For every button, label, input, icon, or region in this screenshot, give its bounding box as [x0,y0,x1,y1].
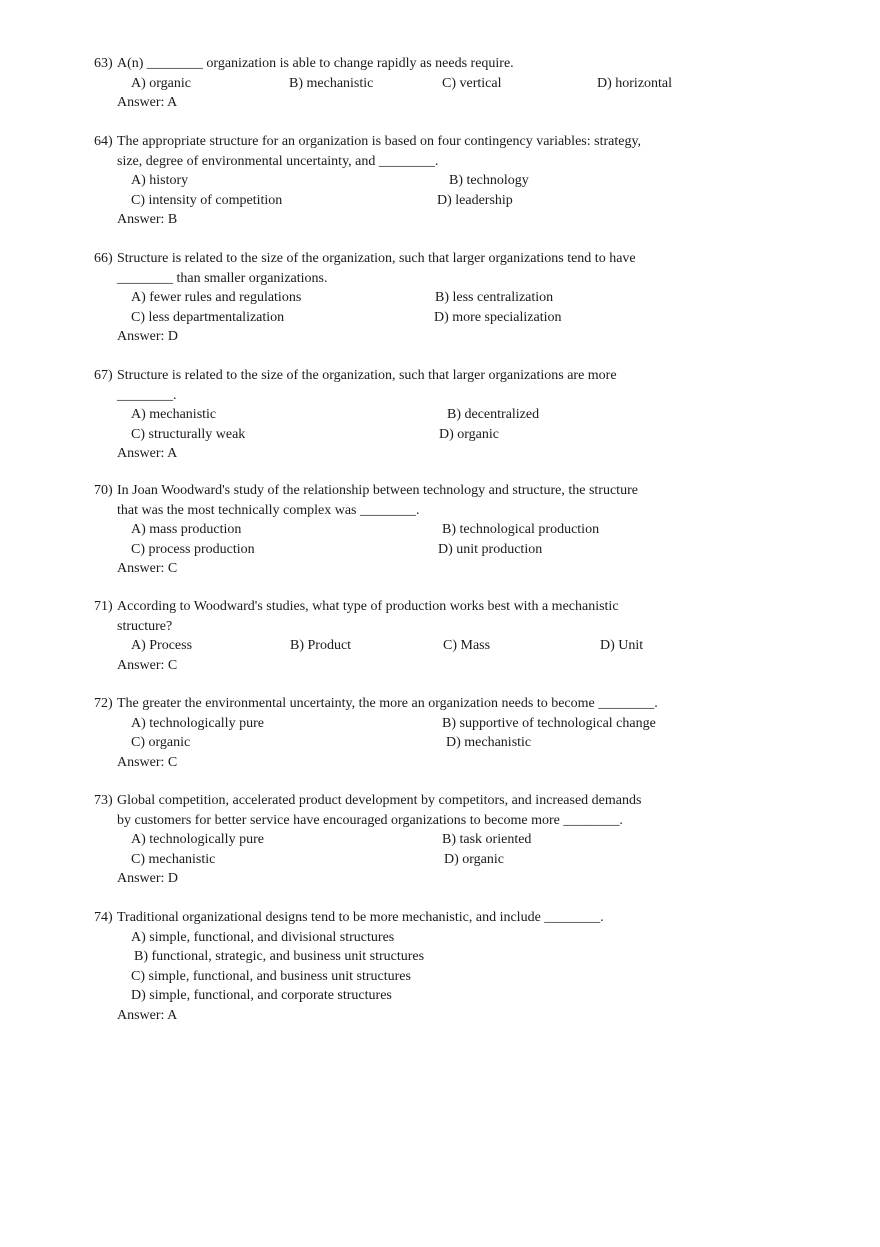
option-b: B) functional, strategic, and business unit structures [134,949,425,964]
question-number: 70) [94,483,113,498]
question-text: Structure is related to the size of the organization, such that larger organizations tend to have [117,251,636,266]
option-b: B) mechanistic [289,75,374,91]
option-d: D) organic [444,851,504,867]
option-a: A) mass production [131,522,242,537]
option-d: D) leadership [437,192,513,208]
option-a: A) Process [131,638,193,653]
question-number: 63) [94,56,113,71]
option-a: A) technologically pure [131,715,264,731]
question-text: The appropriate structure for an organization is based on four contingency variables: strategy, [117,134,642,149]
option-c: C) intensity of competition [131,192,283,208]
options-row [94,405,694,425]
option-d: D) unit production [438,541,543,557]
question-71 [94,597,694,675]
option-b: B) decentralized [447,407,540,422]
option-b: B) supportive of technological change [442,715,656,731]
question-text: Traditional organizational designs tend to be more mechanistic, and include ________. [117,910,604,925]
question-number: 72) [94,696,113,711]
option-b: B) technological production [442,522,600,537]
option-b: B) technology [449,173,529,188]
question-number: 71) [94,599,113,614]
question-number: 64) [94,134,113,149]
question-text-continued: structure? [117,618,173,634]
answer: Answer: A [117,1007,178,1023]
options-row [94,733,694,753]
question-text: The greater the environmental uncertainty, the more an organization needs to become ________. [117,696,658,711]
question-text-continued: by customers for better service have encouraged organizations to become more ________. [117,812,623,828]
question-number: 73) [94,793,113,808]
options-row [94,928,694,948]
option-a: A) history [131,173,189,188]
option-d: D) more specialization [434,309,562,325]
option-a: A) fewer rules and regulations [131,290,302,305]
options-row [94,636,694,656]
question-text-continued: ________. [117,387,177,403]
answer: Answer: A [117,446,178,461]
option-a: A) simple, functional, and divisional structures [131,929,395,945]
answer: Answer: C [117,754,178,770]
option-a: A) mechanistic [131,407,217,422]
question-67 [94,366,694,464]
option-d: D) organic [439,426,499,442]
answer: Answer: D [117,871,179,886]
question-74 [94,908,694,1025]
option-c: C) structurally weak [131,426,246,442]
question-text: In Joan Woodward's study of the relationship between technology and structure, the structure [117,483,638,498]
option-c: C) less departmentalization [131,309,285,325]
question-number: 74) [94,910,113,925]
options-row [94,967,694,987]
options-row [94,74,694,94]
option-d: D) mechanistic [446,735,532,750]
option-b: B) task oriented [442,832,532,847]
option-a: A) organic [131,75,191,91]
options-row [94,171,694,191]
question-text-continued: ________ than smaller organizations. [117,270,328,286]
answer: Answer: A [117,95,178,110]
question-64 [94,132,694,230]
question-text: According to Woodward's studies, what type of production works best with a mechanistic [117,599,619,614]
question-73 [94,791,694,889]
options-row [94,986,694,1006]
answer: Answer: C [117,657,178,673]
options-row [94,714,694,734]
question-70 [94,481,694,579]
question-66 [94,249,694,347]
question-text-continued: that was the most technically complex was ________. [117,502,420,518]
answer: Answer: B [117,212,178,227]
option-c: C) simple, functional, and business unit structures [131,968,411,984]
option-d: D) Unit [600,638,644,653]
question-text: A(n) ________ organization is able to change rapidly as needs require. [117,56,514,71]
options-row [94,947,694,967]
question-text: Structure is related to the size of the organization, such that larger organizations are more [117,368,617,383]
question-text-continued: size, degree of environmental uncertainty, and ________. [117,153,439,169]
question-number: 66) [94,251,113,266]
options-row [94,850,694,870]
options-row [94,540,694,560]
options-row [94,191,694,211]
option-c: C) Mass [443,638,491,653]
question-72 [94,694,694,772]
answer: Answer: C [117,561,178,576]
option-a: A) technologically pure [131,832,264,847]
option-c: C) vertical [442,75,502,91]
options-row [94,520,694,540]
option-d: D) simple, functional, and corporate structures [131,988,392,1003]
option-b: B) Product [290,638,352,653]
options-row [94,830,694,850]
question-text: Global competition, accelerated product development by competitors, and increased demands [117,793,642,808]
option-c: C) process production [131,541,255,557]
option-d: D) horizontal [597,75,673,91]
answer: Answer: D [117,329,179,344]
option-b: B) less centralization [435,290,554,305]
option-c: C) organic [131,735,191,750]
options-row [94,288,694,308]
option-c: C) mechanistic [131,851,216,867]
options-row [94,308,694,328]
question-number: 67) [94,368,113,383]
options-row [94,425,694,445]
question-63 [94,54,694,113]
